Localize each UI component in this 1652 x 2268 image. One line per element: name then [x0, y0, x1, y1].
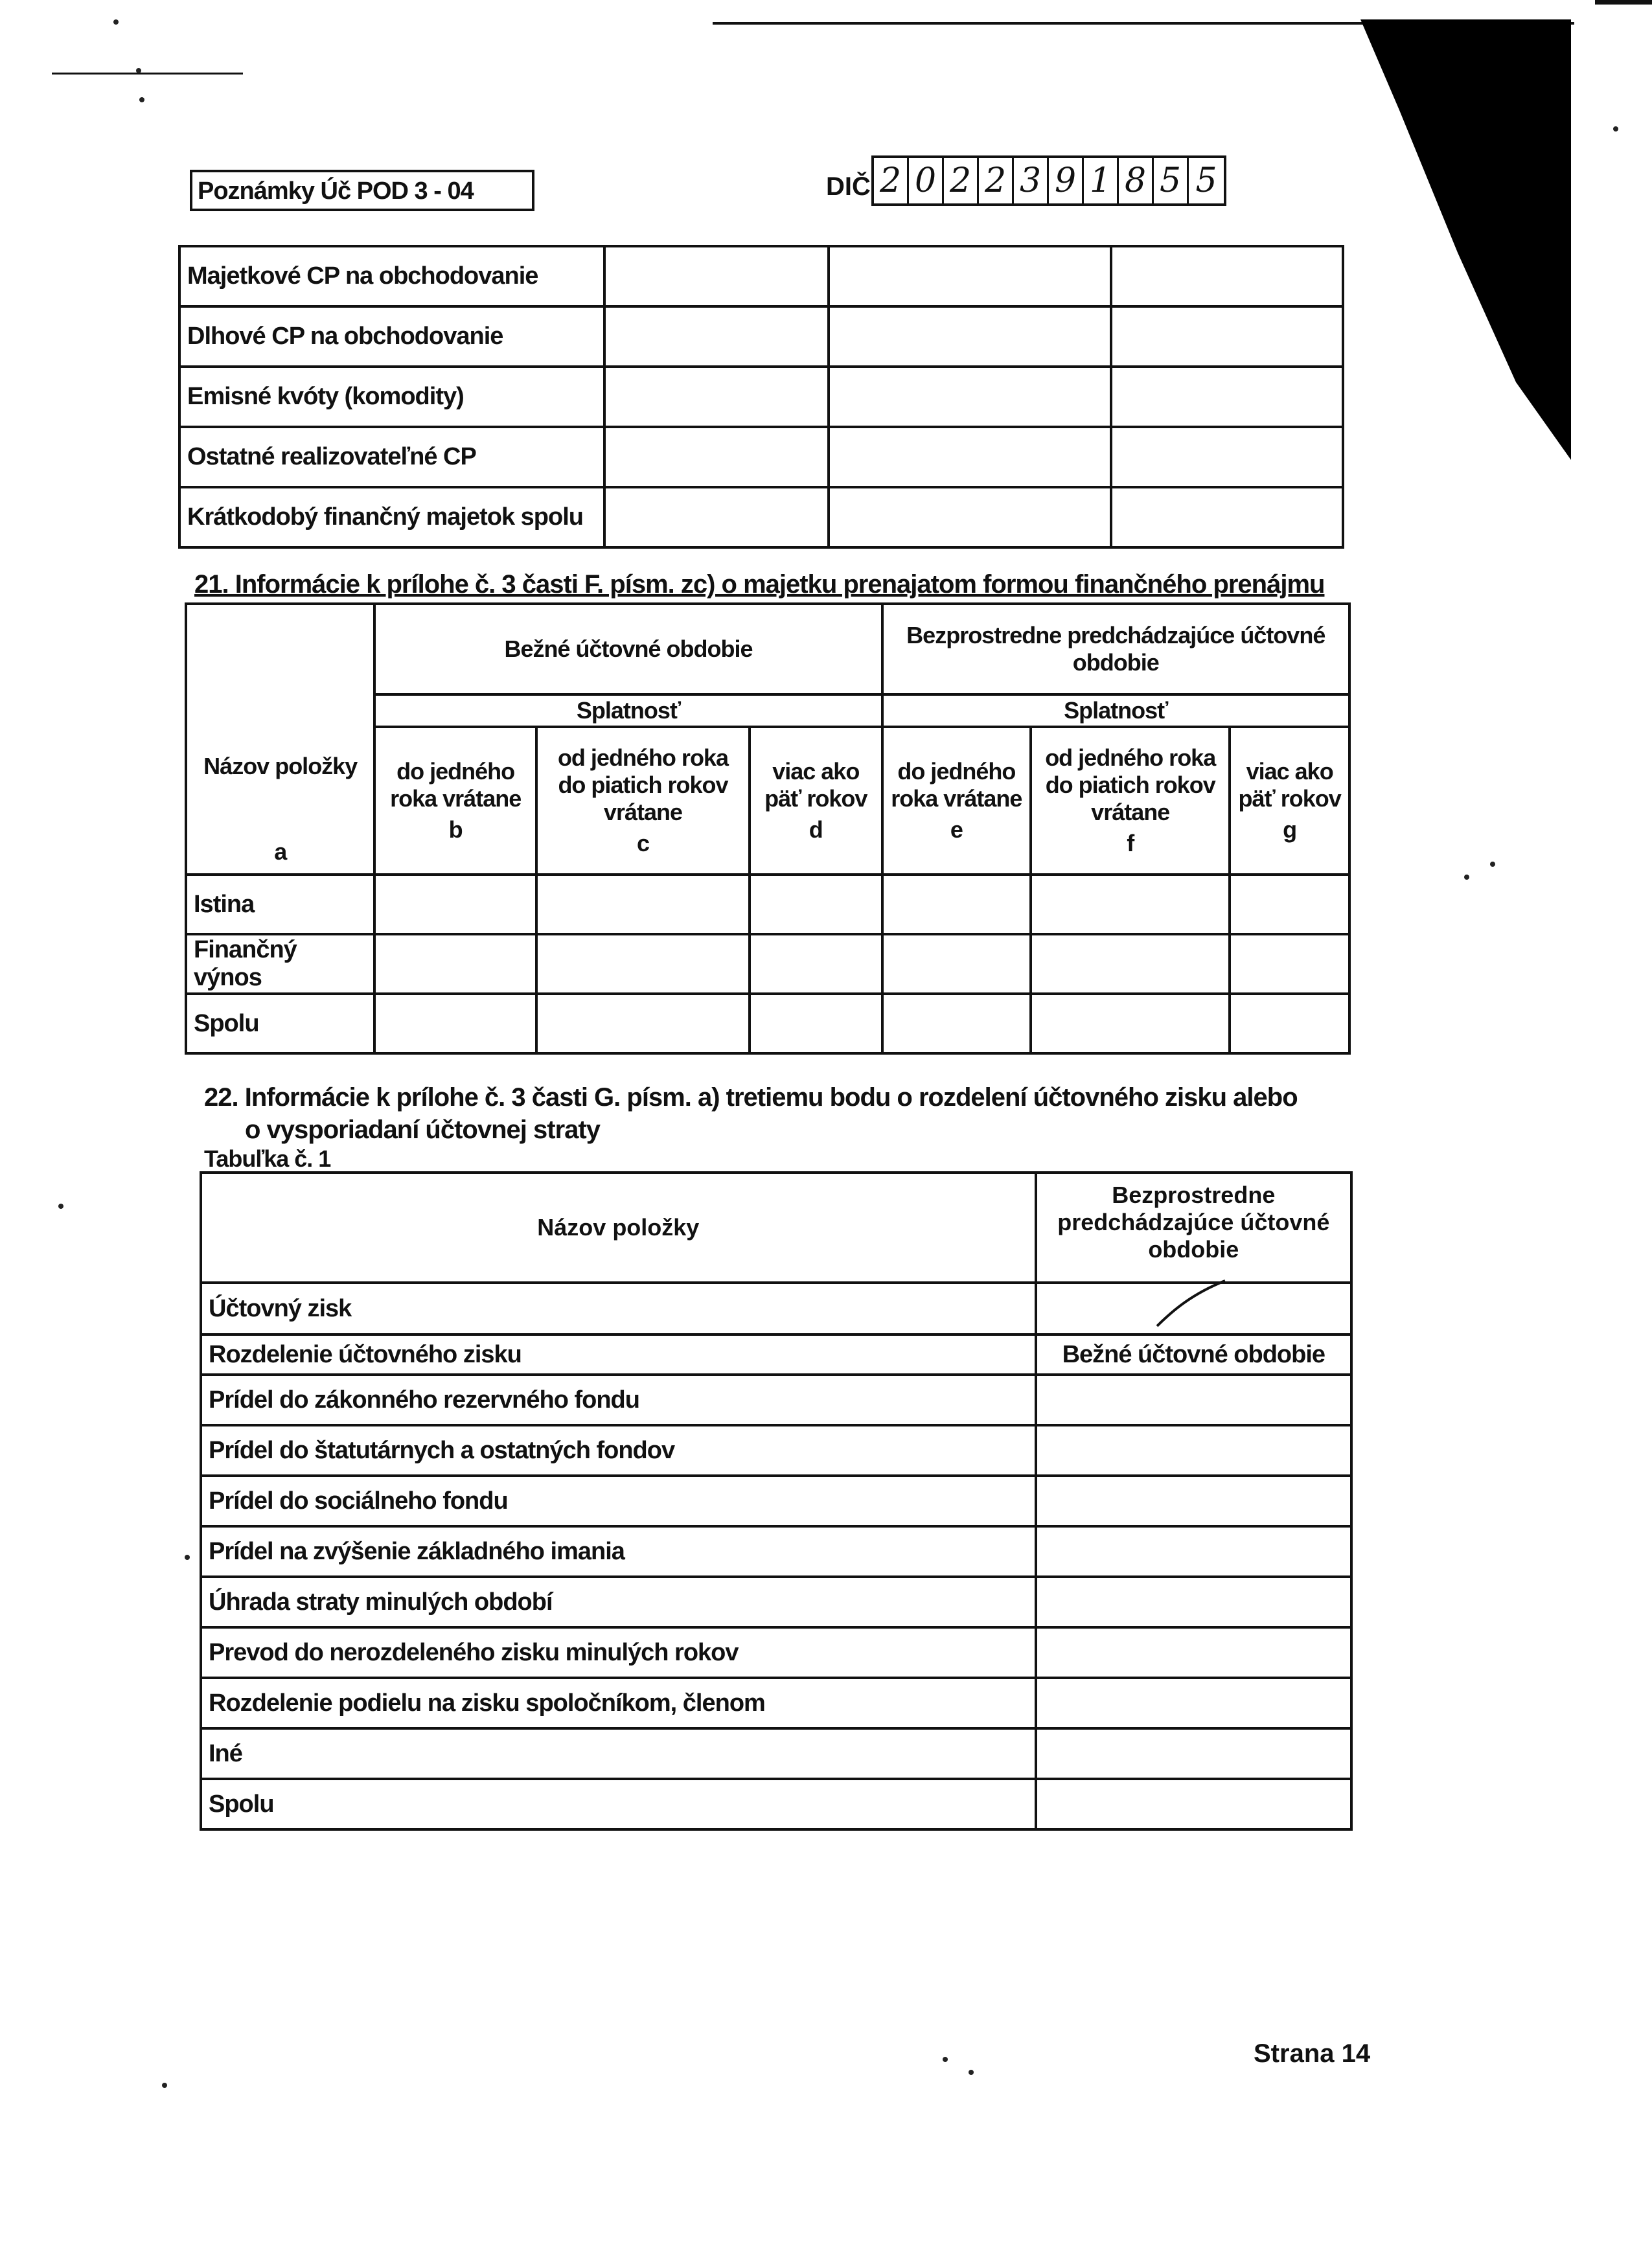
value-cell[interactable] [882, 994, 1031, 1053]
subcolumn-header [374, 727, 536, 875]
value-cell[interactable] [604, 487, 829, 547]
subcolumn-label: do jedného roka vrátane [390, 758, 522, 812]
column-letter: d [809, 816, 823, 843]
section-21-heading: 21. Informácie k prílohe č. 3 časti F. písm. zc) o majetku prenajatom formou finančného prenájmu [194, 570, 1325, 599]
row-label: Prídel do zákonného rezervného fondu [201, 1375, 1036, 1425]
subcolumn-label: od jedného roka do piatich rokov vrátane [1045, 744, 1216, 825]
subcolumn-label: viac ako päť rokov [1238, 758, 1341, 812]
dic-digit: 8 [1119, 158, 1154, 203]
value-cell[interactable] [374, 934, 536, 994]
column-letter: f [1127, 830, 1134, 856]
section-22-heading: 22. Informácie k prílohe č. 3 časti G. písm. a) tretiemu bodu o rozdelení účtovného zisku alebo [204, 1083, 1298, 1112]
profit-distribution-table [200, 1171, 1353, 1831]
scan-dot [162, 2083, 167, 2088]
table-row [179, 427, 1343, 487]
current-period-header: Bežné účtovné obdobie [374, 604, 882, 694]
row-label: Finančný výnos [186, 934, 374, 994]
row-label: Prídel do štatutárnych a ostatných fondov [201, 1425, 1036, 1476]
value-cell[interactable] [750, 875, 882, 934]
scan-line-corner [1595, 0, 1652, 5]
table-row [201, 1526, 1351, 1577]
table-row [201, 1283, 1351, 1334]
value-cell[interactable] [536, 875, 750, 934]
value-cell[interactable] [1111, 246, 1343, 306]
value-cell[interactable] [882, 934, 1031, 994]
subcolumn-header [1031, 727, 1230, 875]
dic-digit: 2 [874, 158, 909, 203]
table-row [201, 1779, 1351, 1829]
value-cell[interactable] [829, 367, 1111, 427]
scan-dot [1490, 862, 1495, 867]
section-22-heading-cont: o vysporiadaní účtovnej straty [245, 1116, 600, 1144]
value-cell[interactable] [1036, 1283, 1351, 1334]
value-cell[interactable] [1036, 1526, 1351, 1577]
value-cell[interactable] [1031, 875, 1230, 934]
dic-digit: 9 [1049, 158, 1084, 203]
header-row [201, 1173, 1351, 1283]
row-label: Emisné kvóty (komodity) [179, 367, 604, 427]
dic-digit: 2 [979, 158, 1014, 203]
value-cell[interactable] [1111, 306, 1343, 367]
column-header-current: Bežné účtovné obdobie [1036, 1334, 1351, 1375]
row-label: Rozdelenie podielu na zisku spoločníkom, členom [201, 1678, 1036, 1728]
scan-corner-shadow [1360, 19, 1574, 460]
value-cell[interactable] [1036, 1425, 1351, 1476]
value-cell[interactable] [1031, 934, 1230, 994]
table-row [201, 1476, 1351, 1526]
table-row [201, 1425, 1351, 1476]
column-letter: b [448, 816, 463, 843]
value-cell[interactable] [1031, 994, 1230, 1053]
value-cell[interactable] [374, 875, 536, 934]
value-cell[interactable] [1111, 487, 1343, 547]
row-label: Rozdelenie účtovného zisku [201, 1334, 1036, 1375]
value-cell[interactable] [1036, 1375, 1351, 1425]
scan-dot [113, 19, 119, 25]
table-row [179, 487, 1343, 547]
row-label: Úhrada straty minulých období [201, 1577, 1036, 1627]
subcolumn-label: viac ako päť rokov [764, 758, 867, 812]
column-letter: c [636, 830, 649, 856]
form-label: Poznámky Úč POD 3 - 04 [190, 170, 534, 211]
row-label: Prídel do sociálneho fondu [201, 1476, 1036, 1526]
value-cell[interactable] [604, 246, 829, 306]
maturity-header: Splatnosť [374, 694, 882, 727]
value-cell[interactable] [1036, 1728, 1351, 1779]
dic-digit: 1 [1084, 158, 1119, 203]
dic-digit: 5 [1154, 158, 1189, 203]
row-label: Spolu [186, 994, 374, 1053]
column-letter: g [1283, 816, 1297, 843]
table-row [201, 1627, 1351, 1678]
subcolumn-header [750, 727, 882, 875]
value-cell[interactable] [829, 487, 1111, 547]
table-row [179, 306, 1343, 367]
value-cell[interactable] [604, 367, 829, 427]
row-label: Dlhové CP na obchodovanie [179, 306, 604, 367]
table-row [186, 875, 1349, 934]
value-cell[interactable] [1036, 1779, 1351, 1829]
subcolumn-label: od jedného roka do piatich rokov vrátane [557, 744, 728, 825]
value-cell[interactable] [1111, 367, 1343, 427]
subcolumn-header [1230, 727, 1349, 875]
table-row [186, 994, 1349, 1053]
value-cell[interactable] [1036, 1577, 1351, 1627]
table-row [201, 1728, 1351, 1779]
dic-digit: 5 [1195, 161, 1217, 200]
value-cell[interactable] [750, 934, 882, 994]
value-cell[interactable] [882, 875, 1031, 934]
value-cell[interactable] [1230, 994, 1349, 1053]
value-cell[interactable] [1036, 1476, 1351, 1526]
scan-dot [136, 68, 141, 73]
row-label: Majetkové CP na obchodovanie [179, 246, 604, 306]
maturity-header: Splatnosť [882, 694, 1349, 727]
finance-lease-table [185, 602, 1351, 1055]
scan-dot [58, 1204, 63, 1209]
page-number: Strana 14 [1254, 2039, 1371, 2068]
value-cell[interactable] [536, 934, 750, 994]
table-row [179, 367, 1343, 427]
dic-digit: 2 [944, 158, 979, 203]
handwritten-slash [1154, 1277, 1232, 1329]
value-cell[interactable] [374, 994, 536, 1053]
scan-dot [969, 2070, 974, 2075]
value-cell[interactable] [536, 994, 750, 1053]
row-label: Účtovný zisk [201, 1283, 1036, 1334]
value-cell[interactable] [829, 427, 1111, 487]
row-label: Krátkodobý finančný majetok spolu [179, 487, 604, 547]
table-row [201, 1577, 1351, 1627]
scan-dot [1464, 875, 1469, 880]
table-row [201, 1334, 1351, 1375]
value-cell[interactable] [1230, 934, 1349, 994]
subcolumn-label: do jedného roka vrátane [891, 758, 1022, 812]
subcolumn-header [882, 727, 1031, 875]
table-caption: Tabuľka č. 1 [204, 1145, 331, 1172]
scan-dot [1613, 126, 1618, 132]
row-label: Prevod do nerozdeleného zisku minulých rokov [201, 1627, 1036, 1678]
column-letter: e [950, 816, 963, 843]
table-row [179, 246, 1343, 306]
row-label: Prídel na zvýšenie základného imania [201, 1526, 1036, 1577]
dic-digit: 3 [1014, 158, 1049, 203]
value-cell[interactable] [604, 306, 829, 367]
column-header-name: Názov položky [201, 1173, 1036, 1283]
header-row [186, 604, 1349, 694]
value-cell[interactable] [1230, 875, 1349, 934]
value-cell[interactable] [604, 427, 829, 487]
value-cell[interactable] [750, 994, 882, 1053]
scan-dot [185, 1555, 190, 1560]
value-cell[interactable] [1111, 427, 1343, 487]
value-cell[interactable] [829, 306, 1111, 367]
row-label: Ostatné realizovateľné CP [179, 427, 604, 487]
value-cell[interactable] [1036, 1678, 1351, 1728]
row-label: Iné [201, 1728, 1036, 1779]
column-header-label: Názov položky [203, 753, 358, 779]
dic-label: DIČ [826, 172, 871, 201]
column-header-name [186, 604, 374, 875]
short-term-financial-assets-table [178, 245, 1344, 549]
previous-period-header: Bezprostredne predchádzajúce účtovné obdobie [882, 604, 1349, 694]
table-row [186, 934, 1349, 994]
scan-dot [139, 97, 144, 102]
dic-digit: 0 [909, 158, 944, 203]
scan-dot [943, 2057, 948, 2062]
value-cell[interactable] [829, 246, 1111, 306]
column-header-previous: Bezprostredne predchádzajúce účtovné obdobie [1036, 1173, 1351, 1283]
row-label: Spolu [201, 1779, 1036, 1829]
scan-line-left [52, 73, 243, 74]
dic-number [871, 155, 1226, 206]
value-cell[interactable] [1036, 1627, 1351, 1678]
column-letter: a [274, 838, 287, 865]
row-label: Istina [186, 875, 374, 934]
table-row [201, 1375, 1351, 1425]
table-row [201, 1678, 1351, 1728]
subcolumn-header [536, 727, 750, 875]
